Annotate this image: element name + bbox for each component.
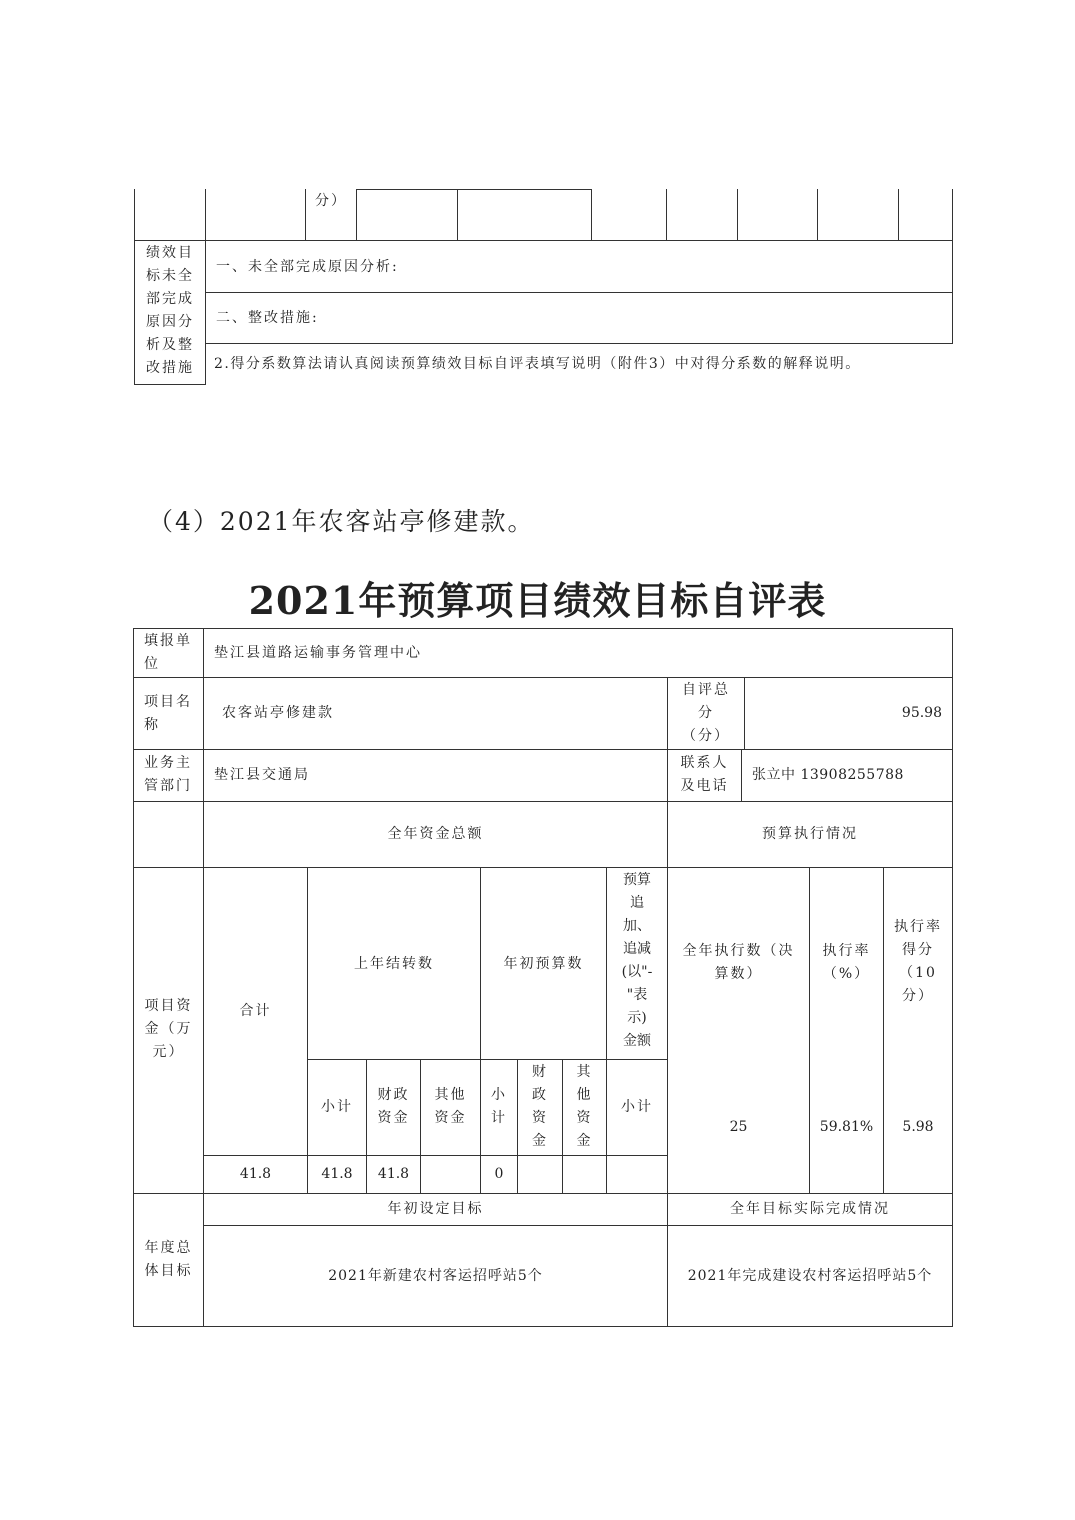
score-value: 95.98 — [901, 705, 942, 721]
value-carryover-subtotal: 41.8 — [321, 1166, 353, 1182]
fragment-label: 分） — [315, 193, 347, 209]
budget-exec-header: 预算执行情况 — [762, 826, 858, 842]
note-text: 2.得分系数算法请认真阅读预算绩效目标自评表填写说明（附件3）中对得分系数的解释说明。 — [214, 356, 861, 372]
unit-label: 填报单 位 — [144, 633, 192, 672]
value-exec-rate: 59.81% — [819, 1119, 874, 1135]
total-header: 合计 — [239, 1003, 272, 1019]
reason-analysis: 一、未全部完成原因分析: — [216, 259, 399, 275]
fund-label: 项目资 金（万 元） — [144, 998, 193, 1060]
adjust-header: 预算 追 加、 追减 (以"- "表 示) 金额 — [621, 872, 653, 1049]
value-exec-score: 5.98 — [902, 1119, 934, 1135]
goal-set-value: 2021年新建农村客运招呼站5个 — [328, 1268, 543, 1284]
initial-budget-header: 年初预算数 — [503, 956, 584, 972]
exec-score-header: 执行率 得分 （10 分） — [894, 919, 942, 1004]
goal-actual-value: 2021年完成建设农村客运招呼站5个 — [687, 1268, 933, 1284]
initial-subtotal: 小 计 — [491, 1087, 507, 1126]
value-carryover-fiscal: 41.8 — [377, 1166, 410, 1182]
dept-label: 业务主 管部门 — [144, 755, 192, 794]
carryover-fiscal: 财政 资金 — [377, 1087, 410, 1126]
side-label: 绩效目 标未全 部完成 原因分 析及整 改措施 — [146, 245, 194, 376]
contact-value: 张立中 13908255788 — [752, 767, 904, 783]
project-value: 农客站亭修建款 — [222, 705, 334, 721]
carryover-subtotal: 小计 — [321, 1099, 353, 1115]
goal-set-header: 年初设定目标 — [387, 1201, 484, 1217]
form-title: 2021年预算项目绩效目标自评表 — [248, 578, 827, 623]
goal-label: 年度总 体目标 — [144, 1240, 193, 1279]
annual-total-header: 全年资金总额 — [387, 826, 484, 842]
contact-label: 联系人 及电话 — [680, 755, 729, 794]
carryover-other: 其他 资金 — [434, 1087, 467, 1126]
exec-rate-header: 执行率 （%） — [822, 943, 871, 982]
dept-value: 垫江县交通局 — [214, 767, 310, 783]
carryover-header: 上年结转数 — [354, 956, 434, 972]
project-label: 项目名 称 — [144, 694, 192, 733]
value-exec-amount: 25 — [729, 1119, 748, 1135]
adjust-subtotal: 小计 — [621, 1099, 653, 1115]
goal-actual-header: 全年目标实际完成情况 — [730, 1201, 890, 1217]
initial-other: 其 他 资 金 — [576, 1064, 593, 1149]
initial-fiscal: 财 政 资 金 — [532, 1064, 548, 1149]
rectification-measures: 二、整改措施: — [216, 310, 319, 326]
section-heading: （4）2021年农客站亭修建款。 — [148, 507, 535, 536]
value-initial-subtotal: 0 — [494, 1166, 504, 1182]
value-total: 41.8 — [239, 1166, 272, 1182]
score-label: 自评总 分 （分） — [682, 682, 730, 744]
exec-amount-header: 全年执行数（决 算数） — [682, 943, 795, 982]
unit-value: 垫江县道路运输事务管理中心 — [214, 645, 422, 661]
